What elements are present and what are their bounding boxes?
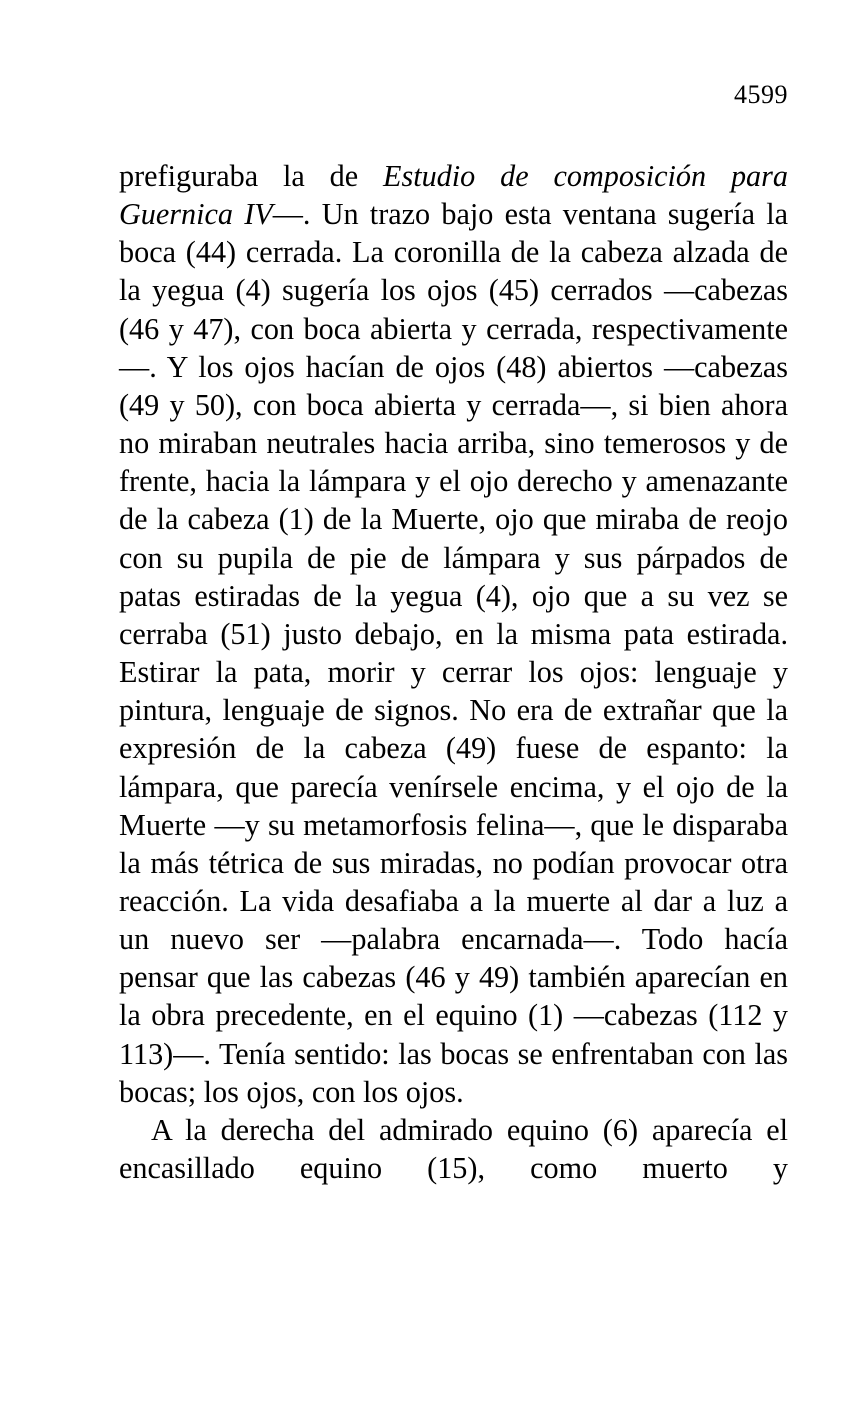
text-run: A la derecha del admirado equino (6) aparecía el encasillado equino (15), como muerto y <box>119 1112 788 1186</box>
paragraph <box>119 157 788 1111</box>
paragraph <box>119 1111 788 1187</box>
text-run: prefiguraba la de <box>119 159 384 193</box>
page-number: 4599 <box>734 80 788 109</box>
text-run: —. Un trazo bajo esta ventana sugería la boca (44) cerrada. La coronilla de la cabeza alzada de la yegua (4) sugería los ojos (45) cerrados —cabezas (46 y 47), con boca abierta y cerrada, respectivamente—. Y los ojos hacían de ojos (48) abiertos —cabezas (49 y 50), con boca abierta y cerrada—, si bien ahora no miraban neutrales hacia arriba, sino temerosos y de frente, hacia la lámpara y el ojo derecho y amenazante de la cabeza (1) de la Muerte, ojo que miraba de reojo con su pupila de pie de lámpara y sus párpados de patas estiradas de la yegua (4), ojo que a su vez se cerraba (51) justo debajo, en la misma pata estirada. Estirar la pata, morir y cerrar los ojos: lenguaje y pintura, lenguaje de signos. No era de extrañar que la expresión de la cabeza (49) fuese de espanto: la lámpara, que parecía venírsele encima, y el ojo de la Muerte —y su metamorfosis felina—, que le disparaba la más tétrica de sus miradas, no podían provocar otra reacción. La vida desafiaba a la muerte al dar a luz a un nuevo ser —palabra encarnada—. Todo hacía pensar que las cabezas (46 y 49) también aparecían en la obra precedente, en el equino (1) —cabezas (112 y 113)—. Tenía sentido: las bocas se enfrentaban con las bocas; los ojos, con los ojos. <box>119 197 788 1109</box>
body-text <box>119 157 788 1187</box>
italic-title: Estudio de composición para Guernica IV <box>119 159 788 232</box>
